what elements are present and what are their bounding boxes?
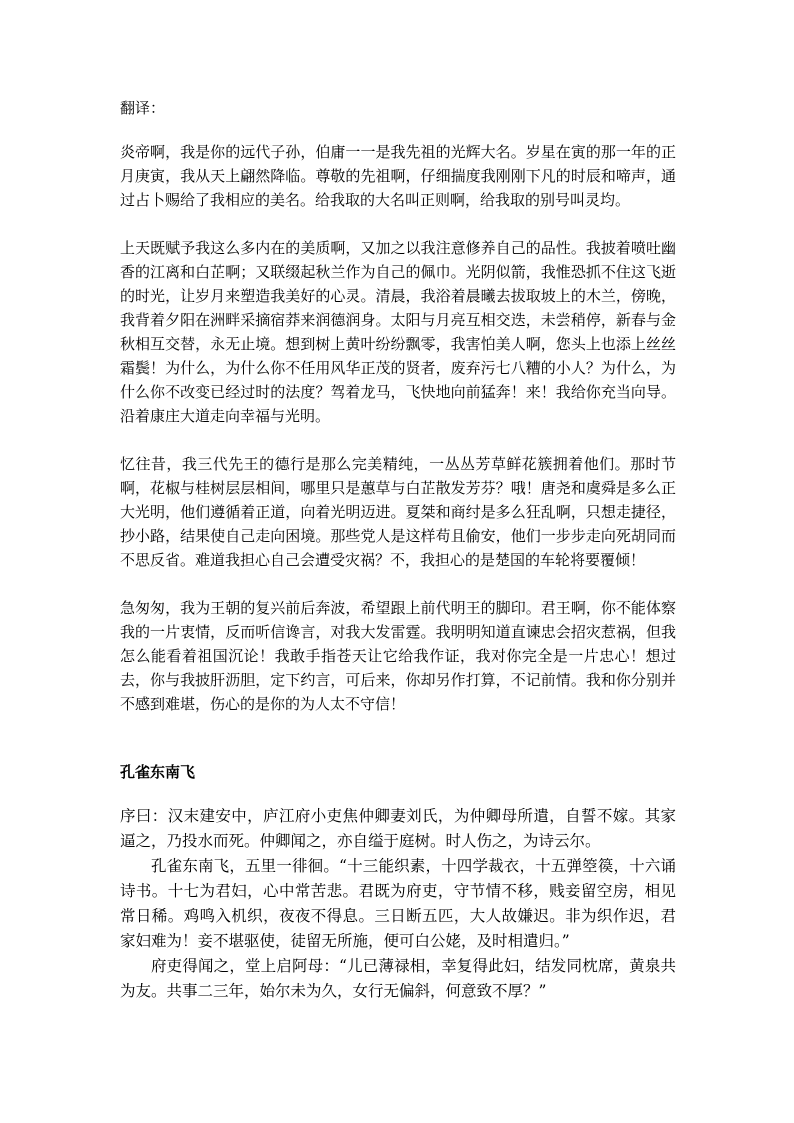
poem-preface: 序曰：汉末建安中，庐江府小吏焦仲卿妻刘氏，为仲卿母所遣，自誓不嫁。其家逼之，乃投水而死。仲卿闻之，亦自缢于庭树。时人伤之，为诗云尔。 — [120, 807, 676, 850]
document-page — [120, 96, 676, 1004]
poem-title: 孔雀东南飞 — [120, 763, 196, 781]
translation-label: 翻译： — [120, 99, 166, 117]
translation-paragraph: 忆往昔，我三代先王的德行是那么完美精纯，一丛丛芳草鲜花簇拥着他们。那时节啊，花椒与桂树层层相间，哪里只是蕙草与白芷散发芳芬？哦！唐尧和虞舜是多么正大光明，他们遵循着正道，向着光明迈进。夏桀和商纣是多么狂乱啊，只想走捷径，抄小路，结果使自己走向困境。那些党人是这样苟且偷安，他们一步步走向死胡同而不思反省。难道我担心自己会遭受灾祸？不，我担心的是楚国的车轮将要覆倾！ — [120, 455, 676, 569]
translation-paragraph: 急匆匆，我为王朝的复兴前后奔波，希望跟上前代明王的脚印。君王啊，你不能体察我的一片衷情，反而听信谗言，对我大发雷霆。我明明知道直谏忠会招灾惹祸，但我怎么能看着祖国沉论！我敢手指苍天让它给我作证，我对你完全是一片忠心！想过去，你与我披肝沥胆，定下约言，可后来，你却另作打算，不记前情。我和你分别并不感到难堪，伤心的是你的为人太不守信！ — [120, 599, 676, 713]
translation-paragraph: 上天既赋予我这么多内在的美质啊，又加之以我注意修养自己的品性。我披着喷吐幽香的江离和白芷啊；又联缀起秋兰作为自己的佩巾。光阴似箭，我惟恐抓不住这飞逝的时光，让岁月来塑造我美好的心灵。清晨，我浴着晨曦去拔取坡上的木兰，傍晚，我背着夕阳在洲畔采摘宿莽来润德润身。太阳与月亮互相交迭，未尝稍停，新春与金秋相互交替，永无止境。想到树上黄叶纷纷飘零，我害怕美人啊，您头上也添上丝丝霜鬓！为什么，为什么你不任用风华正茂的贤者，废弃污七八糟的小人？为什么，为什么你不改变已经过时的法度？驾着龙马，飞快地向前猛奔！来！我给你充当向导。沿着康庄大道走向幸福与光明。 — [120, 239, 676, 425]
translation-paragraph: 炎帝啊，我是你的远代子孙，伯庸一一是我先祖的光辉大名。岁星在寅的那一年的正月庚寅，我从天上翩然降临。尊敬的先祖啊，仔细揣度我刚刚下凡的时辰和啼声，通过占卜赐给了我相应的美名。给我取的大名叫正则啊，给我取的别号叫灵均。 — [120, 143, 676, 209]
poem-verse: 府吏得闻之，堂上启阿母：“儿已薄禄相，幸复得此妇，结发同枕席，黄泉共为友。共事二三年，始尔未为久，女行无偏斜，何意致不厚？” — [120, 957, 676, 1000]
poem-verse: 孔雀东南飞，五里一徘徊。“十三能织素，十四学裁衣，十五弹箜篌，十六诵诗书。十七为君妇，心中常苦悲。君既为府吏，守节情不移，贱妾留空房，相见常日稀。鸡鸣入机织，夜夜不得息。三日断五匹，大人故嫌迟。非为织作迟，君家妇难为！妾不堪驱使，徒留无所施，便可白公姥，及时相遣归。” — [120, 857, 676, 950]
